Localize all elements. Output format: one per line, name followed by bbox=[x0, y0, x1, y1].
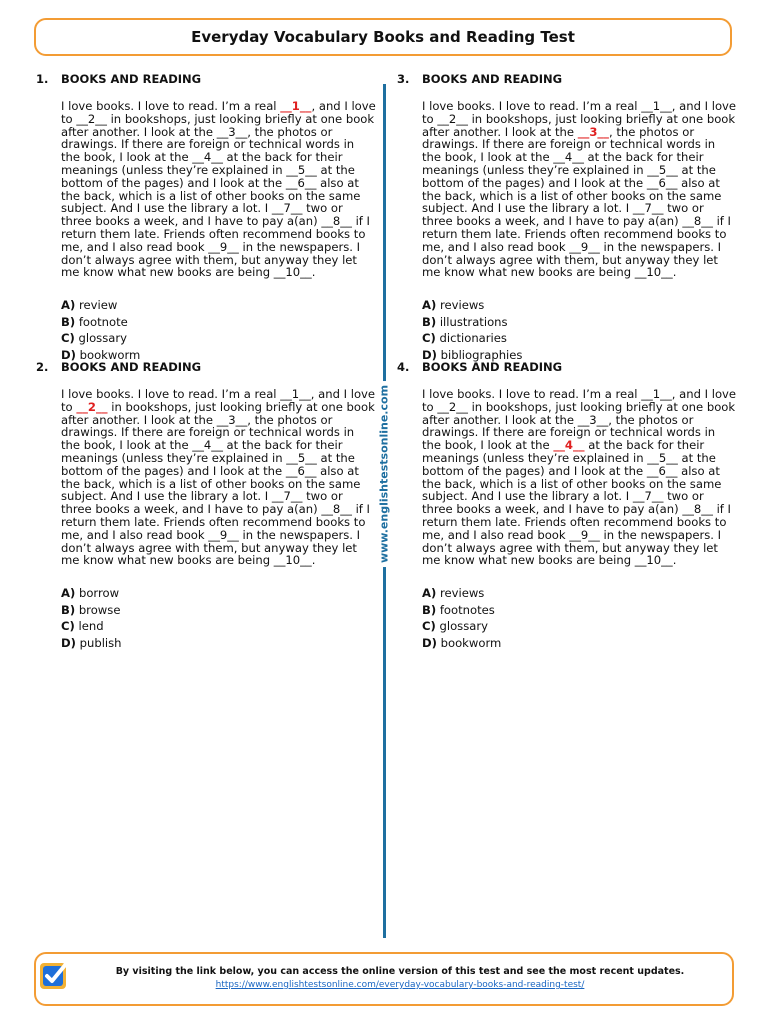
question-3 bbox=[397, 72, 737, 363]
option-d[interactable]: D) bibliographies bbox=[422, 347, 523, 362]
option-d[interactable]: D) bookworm bbox=[61, 347, 141, 362]
question-passage: I love books. I love to read. I’m a real __1__, and I love to __2__ in bookshops, just looking briefly at one book after another. I look at the __3__, the photos or drawings. If there are foreign or technical words in the book, I look at the __4__ at the back for their meanings (unless they’re explained in __5__ at the bottom of the pages) and I look at the __6__ also at the back, which is a list of other books on the same subject. And I use the library a lot. I __7__ two or three books a week, and I have to pay a(an) __8__ if I return them late. Friends often recommend books to me, and I also read book __9__ in the newspapers. I don’t always agree with them, but anyway they let me know what new books are being __10__. bbox=[422, 387, 737, 568]
checkbox-check-icon bbox=[38, 959, 70, 991]
option-a[interactable]: A) reviews bbox=[422, 298, 485, 313]
page-title: Everyday Vocabulary Books and Reading Test bbox=[191, 28, 575, 46]
option-d[interactable]: D) bookworm bbox=[422, 635, 502, 650]
option-a[interactable]: A) borrow bbox=[61, 586, 120, 601]
question-heading: BOOKS AND READING bbox=[61, 360, 202, 374]
side-website-url: www.englishtestsonline.com bbox=[376, 381, 393, 567]
question-2 bbox=[36, 360, 376, 651]
highlighted-blank: __3__ bbox=[577, 124, 609, 139]
question-header bbox=[397, 360, 737, 374]
question-heading: BOOKS AND READING bbox=[422, 360, 563, 374]
question-heading: BOOKS AND READING bbox=[422, 72, 563, 86]
title-box bbox=[34, 18, 732, 56]
footer-box bbox=[34, 952, 734, 1006]
answer-options bbox=[422, 297, 737, 363]
footer-link[interactable]: https://www.englishtestsonline.com/everyday-vocabulary-books-and-reading-test/ bbox=[215, 980, 585, 990]
highlighted-blank: __1__ bbox=[280, 99, 312, 113]
option-a[interactable]: A) reviews bbox=[422, 586, 485, 601]
highlighted-blank: __4__ bbox=[553, 438, 585, 453]
option-c[interactable]: C) glossary bbox=[61, 331, 127, 346]
option-c[interactable]: C) glossary bbox=[422, 619, 488, 634]
question-number: 2. bbox=[36, 360, 49, 374]
option-b[interactable]: B) footnote bbox=[61, 314, 128, 329]
answer-options bbox=[422, 585, 737, 651]
option-b[interactable]: B) browse bbox=[61, 602, 121, 617]
question-passage: I love books. I love to read. I’m a real __1__, and I love to __2__ in bookshops, just looking briefly at one book after another. I look at the __3__, the photos or drawings. If there are foreign or technical words in the book, I look at the __4__ at the back for their meanings (unless they’re explained in __5__ at the bottom of the pages) and I look at the __6__ also at the back, which is a list of other books on the same subject. And I use the library a lot. I __7__ two or three books a week, and I have to pay a(an) __8__ if I return them late. Friends often recommend books to me, and I also read book __9__ in the newspapers. I don’t always agree with them, but anyway they let me know what new books are being __10__. bbox=[422, 99, 737, 280]
option-b[interactable]: B) illustrations bbox=[422, 314, 508, 329]
option-a[interactable]: A) review bbox=[61, 298, 118, 313]
question-passage: I love books. I love to read. I’m a real __1__, and I love to __2__ in bookshops, just looking briefly at one book after another. I look at the __3__, the photos or drawings. If there are foreign or technical words in the book, I look at the __4__ at the back for their meanings (unless they’re explained in __5__ at the bottom of the pages) and I look at the __6__ also at the back, which is a list of other books on the same subject. And I use the library a lot. I __7__ two or three books a week, and I have to pay a(an) __8__ if I return them late. Friends often recommend books to me, and I also read book __9__ in the newspapers. I don’t always agree with them, but anyway they let me know what new books are being __10__. bbox=[61, 387, 376, 568]
question-number: 4. bbox=[397, 360, 410, 374]
answer-options bbox=[61, 585, 376, 651]
option-d[interactable]: D) publish bbox=[61, 635, 122, 650]
question-header bbox=[397, 72, 737, 86]
question-number: 3. bbox=[397, 72, 410, 86]
answer-options bbox=[61, 297, 376, 363]
question-1 bbox=[36, 72, 376, 363]
question-heading: BOOKS AND READING bbox=[61, 72, 202, 86]
question-4 bbox=[397, 360, 737, 651]
option-c[interactable]: C) lend bbox=[61, 619, 104, 634]
option-b[interactable]: B) footnotes bbox=[422, 602, 495, 617]
footer-message: By visiting the link below, you can access the online version of this test and see the most recent updates. bbox=[115, 966, 685, 977]
highlighted-blank: __2__ bbox=[76, 399, 108, 414]
question-passage: I love books. I love to read. I’m a real __1__, and I love to __2__ in bookshops, just looking briefly at one book after another. I look at the __3__, the photos or drawings. If there are foreign or technical words in the book, I look at the __4__ at the back for their meanings (unless they’re explained in __5__ at the bottom of the pages) and I look at the __6__ also at the back, which is a list of other books on the same subject. And I use the library a lot. I __7__ two or three books a week, and I have to pay a(an) __8__ if I return them late. Friends often recommend books to me, and I also read book __9__ in the newspapers. I don’t always agree with them, but anyway they let me know what new books are being __10__. bbox=[61, 99, 376, 280]
option-c[interactable]: C) dictionaries bbox=[422, 331, 507, 346]
question-header bbox=[36, 360, 376, 374]
question-number: 1. bbox=[36, 72, 49, 86]
question-header bbox=[36, 72, 376, 86]
